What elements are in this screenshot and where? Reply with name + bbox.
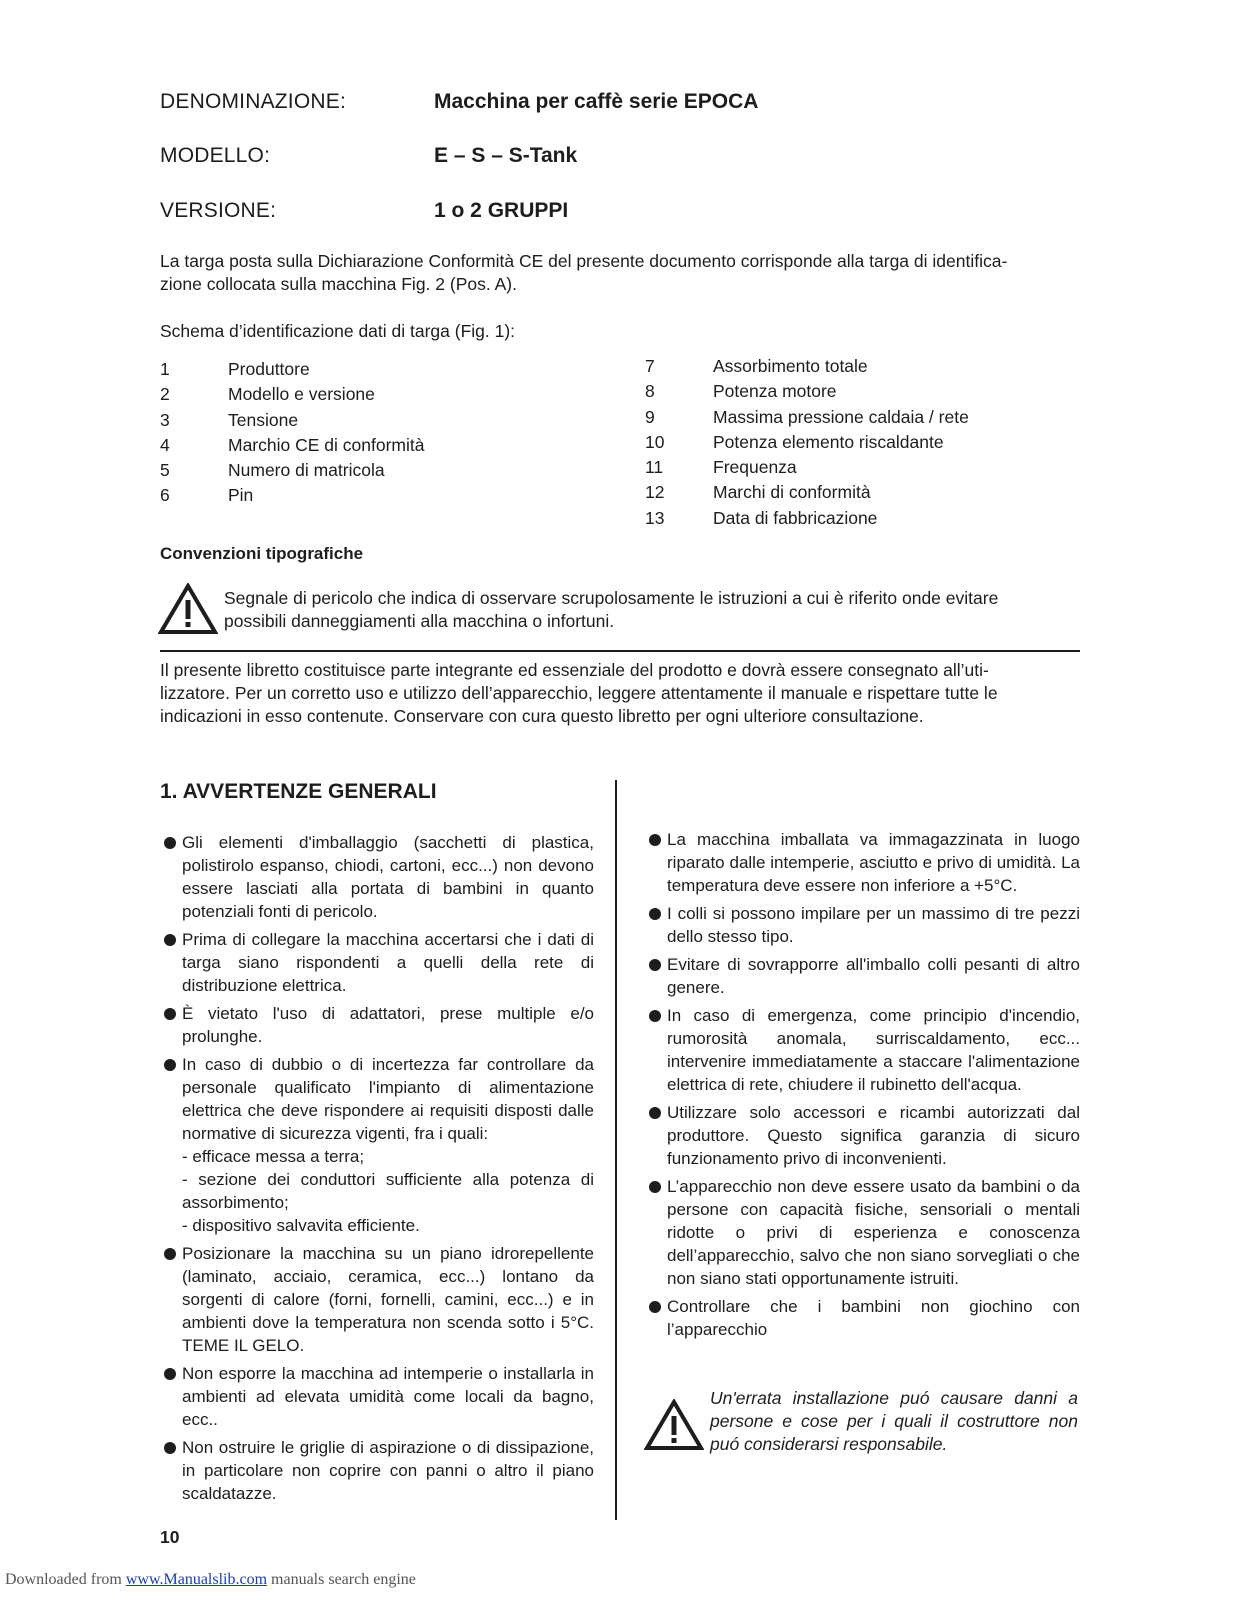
- bullet-item: [647, 1175, 1080, 1290]
- bullet-dot-icon: [649, 1107, 661, 1119]
- list-item: [645, 430, 1085, 455]
- conventions-title: Convenzioni tipografiche: [160, 544, 364, 563]
- sub-item: - efficace messa a terra;: [182, 1147, 365, 1166]
- schema-caption: Schema d’identificazione dati di targa (Fig. 1):: [160, 321, 516, 341]
- bullet-dot-icon: [164, 1059, 176, 1071]
- item-label: Tensione: [228, 409, 299, 430]
- bullet-dot-icon: [649, 908, 661, 920]
- item-number: 11: [645, 457, 664, 478]
- item-label: Frequenza: [713, 457, 797, 478]
- denominazione-label: DENOMINAZIONE:: [160, 90, 346, 113]
- item-label: Data di fabbricazione: [713, 507, 878, 528]
- bullet-text: Utilizzare solo accessori e ricambi autorizzati dal produttore. Questo significa garanzia di sicuro funzionamento privo di inconvenienti.: [667, 1103, 1080, 1168]
- bullet-text: Prima di collegare la macchina accertarsi che i dati di targa siano rispondenti a quelli della rete di distribuzione elettrica.: [182, 930, 594, 995]
- list-item: [160, 433, 580, 458]
- bullet-text: È vietato l'uso di adattatori, prese multiple e/o prolunghe.: [182, 1004, 594, 1046]
- bullet-text: Non esporre la macchina ad intemperie o installarla in ambienti ad elevata umidità come locali da bagno, ecc..: [182, 1364, 594, 1429]
- warning-line: Segnale di pericolo che indica di osservare scrupolosamente le istruzioni a cui è riferito onde evitare: [224, 588, 999, 608]
- bullet-dot-icon: [164, 837, 176, 849]
- bullet-item: [647, 902, 1080, 948]
- bullet-item: [647, 1004, 1080, 1096]
- column-divider: [615, 780, 617, 1520]
- note-line: Il presente libretto costituisce parte integrante ed essenziale del prodotto e dovrà essere consegnato all’uti-: [160, 660, 989, 680]
- bullet-dot-icon: [164, 1008, 176, 1020]
- item-number: 4: [160, 434, 170, 455]
- list-item: [160, 458, 580, 483]
- item-number: 8: [645, 381, 655, 402]
- warning-text: [224, 587, 1080, 633]
- bullet-dot-icon: [649, 1010, 661, 1022]
- list-item: [160, 357, 580, 382]
- list-item: [645, 480, 1085, 505]
- denominazione-value: Macchina per caffè serie EPOCA: [434, 90, 759, 113]
- bullet-dot-icon: [649, 959, 661, 971]
- list-item: [645, 354, 1085, 379]
- intro-line: zione collocata sulla macchina Fig. 2 (Pos. A).: [160, 274, 517, 294]
- page-number: 10: [160, 1527, 180, 1547]
- bullet-item: [647, 828, 1080, 897]
- bullet-dot-icon: [649, 1181, 661, 1193]
- modello-value: E – S – S-Tank: [434, 144, 578, 167]
- bullet-text: L’apparecchio non deve essere usato da bambini o da persone con capacità fisiche, sensoriali o mentali ridotte o privi di esperienza e conoscenza dell’apparecchio, salvo che non siano sorvegliati o che non siano stati opportunamente istruiti.: [667, 1177, 1080, 1288]
- item-number: 12: [645, 482, 665, 503]
- bullet-dot-icon: [164, 934, 176, 946]
- list-item: [645, 455, 1085, 480]
- note-line: indicazioni in esso contenute. Conservare con cura questo libretto per ogni ulteriore consultazione.: [160, 706, 924, 726]
- item-label: Produttore: [228, 359, 310, 379]
- bullet-text: La macchina imballata va immagazzinata in luogo riparato dalle intemperie, asciutto e privo di umidità. La temperatura deve essere non inferiore a +5°C.: [667, 830, 1080, 895]
- installation-warning-text: Un'errata installazione puó causare danni a persone e cose per i quali il costruttore non puó considerarsi responsabile.: [710, 1388, 1078, 1454]
- download-prefix: Downloaded from: [5, 1571, 126, 1588]
- list-item: [645, 405, 1085, 430]
- modello-label: MODELLO:: [160, 144, 271, 167]
- versione-label: VERSIONE:: [160, 199, 277, 222]
- item-label: Marchio CE di conformità: [228, 434, 425, 455]
- item-number: 3: [160, 409, 170, 430]
- manual-note-paragraph: [160, 659, 1076, 728]
- intro-paragraph: [160, 250, 1076, 296]
- item-number: 13: [645, 507, 665, 528]
- warning-triangle-icon: [158, 583, 218, 635]
- bullet-text: Evitare di sovrapporre all'imballo colli pesanti di altro genere.: [667, 955, 1080, 997]
- bullet-dot-icon: [164, 1368, 176, 1380]
- sub-item: - dispositivo salvavita efficiente.: [182, 1216, 420, 1235]
- bullet-dot-icon: [164, 1442, 176, 1454]
- list-item: [160, 382, 580, 407]
- warning-line: possibili danneggiamenti alla macchina o infortuni.: [224, 611, 615, 631]
- bullet-item: [162, 831, 594, 923]
- bullet-dot-icon: [649, 1301, 661, 1313]
- bullet-item: [162, 1242, 594, 1357]
- manualslib-link[interactable]: www.Manualslib.com: [125, 1571, 268, 1588]
- item-label: Modello e versione: [228, 384, 375, 405]
- item-label: Potenza elemento riscaldante: [713, 431, 944, 452]
- plate-list-right: [645, 354, 1085, 531]
- bullet-text: In caso di emergenza, come principio d'incendio, rumorosità anomala, surriscaldamento, ecc... intervenire immediatamente a staccare l'alimentazione elettrica di rete, chiudere il rubinetto dell'acqua.: [667, 1006, 1080, 1094]
- bullet-item: [162, 1362, 594, 1431]
- intro-line: La targa posta sulla Dichiarazione Conformità CE del presente documento corrisponde alla targa di identifica-: [160, 251, 1008, 271]
- item-label: Massima pressione caldaia / rete: [713, 406, 969, 427]
- bullet-item: [162, 1053, 594, 1237]
- download-suffix: manuals search engine: [267, 1571, 416, 1588]
- bullet-item: [647, 1295, 1080, 1341]
- plate-list-left: [160, 357, 580, 509]
- bullet-text: Gli elementi d'imballaggio (sacchetti di plastica, polistirolo espanso, chiodi, cartoni, ecc...) non devono essere lasciati alla portata di bambini in quanto potenziali fonti di pericolo.: [182, 833, 594, 921]
- sub-item: - sezione dei conduttori sufficiente alla potenza di assorbimento;: [182, 1170, 594, 1212]
- left-bullet-list: [162, 831, 594, 1510]
- list-item: [160, 408, 580, 433]
- item-label: Potenza motore: [713, 381, 837, 402]
- bullet-item: [162, 1436, 594, 1505]
- item-label: Numero di matricola: [228, 460, 385, 481]
- bullet-text: I colli si possono impilare per un massimo di tre pezzi dello stesso tipo.: [667, 904, 1080, 946]
- list-item: [645, 379, 1085, 404]
- note-line: lizzatore. Per un corretto uso e utilizzo dell’apparecchio, leggere attentamente il manuale e rispettare tutte le: [160, 683, 998, 703]
- installation-warning-icon: [644, 1399, 704, 1451]
- right-bullet-list: [647, 828, 1080, 1346]
- list-item: [160, 483, 580, 508]
- divider-line: [160, 650, 1080, 652]
- item-number: 7: [645, 356, 655, 376]
- item-label: Marchi di conformità: [713, 482, 871, 503]
- bullet-item: [162, 928, 594, 997]
- bullet-text: Posizionare la macchina su un piano idrorepellente (laminato, acciaio, ceramica, ecc...) lontano da sorgenti di calore (forni, fornelli, camini, ecc...) e in ambienti dove la temperatura non scenda sotto i 5°C. TEME IL GELO.: [182, 1244, 594, 1355]
- item-number: 6: [160, 485, 170, 506]
- bullet-item: [647, 1101, 1080, 1170]
- versione-value: 1 o 2 GRUPPI: [434, 199, 569, 222]
- item-number: 9: [645, 406, 655, 427]
- bullet-item: [647, 953, 1080, 999]
- section-title: 1. AVVERTENZE GENERALI: [160, 780, 437, 803]
- item-number: 5: [160, 460, 170, 481]
- bullet-dot-icon: [164, 1248, 176, 1260]
- bullet-text: Non ostruire le griglie di aspirazione o di dissipazione, in particolare non coprire con panni o altro il piano scaldatazze.: [182, 1438, 594, 1503]
- bullet-item: [162, 1002, 594, 1048]
- item-number: 2: [160, 384, 170, 405]
- download-footer: [5, 1571, 416, 1589]
- item-number: 10: [645, 431, 665, 452]
- item-number: 1: [160, 359, 170, 379]
- list-item: [645, 506, 1085, 531]
- item-label: Pin: [228, 485, 254, 506]
- bullet-text: In caso di dubbio o di incertezza far controllare da personale qualificato l'impianto di alimentazione elettrica che deve rispondere ai requisiti disposti dalle normative di sicurezza vigenti, fra i quali:: [182, 1055, 594, 1143]
- bullet-dot-icon: [649, 834, 661, 846]
- item-label: Assorbimento totale: [713, 356, 868, 376]
- bullet-text: Controllare che i bambini non giochino con l’apparecchio: [667, 1297, 1080, 1339]
